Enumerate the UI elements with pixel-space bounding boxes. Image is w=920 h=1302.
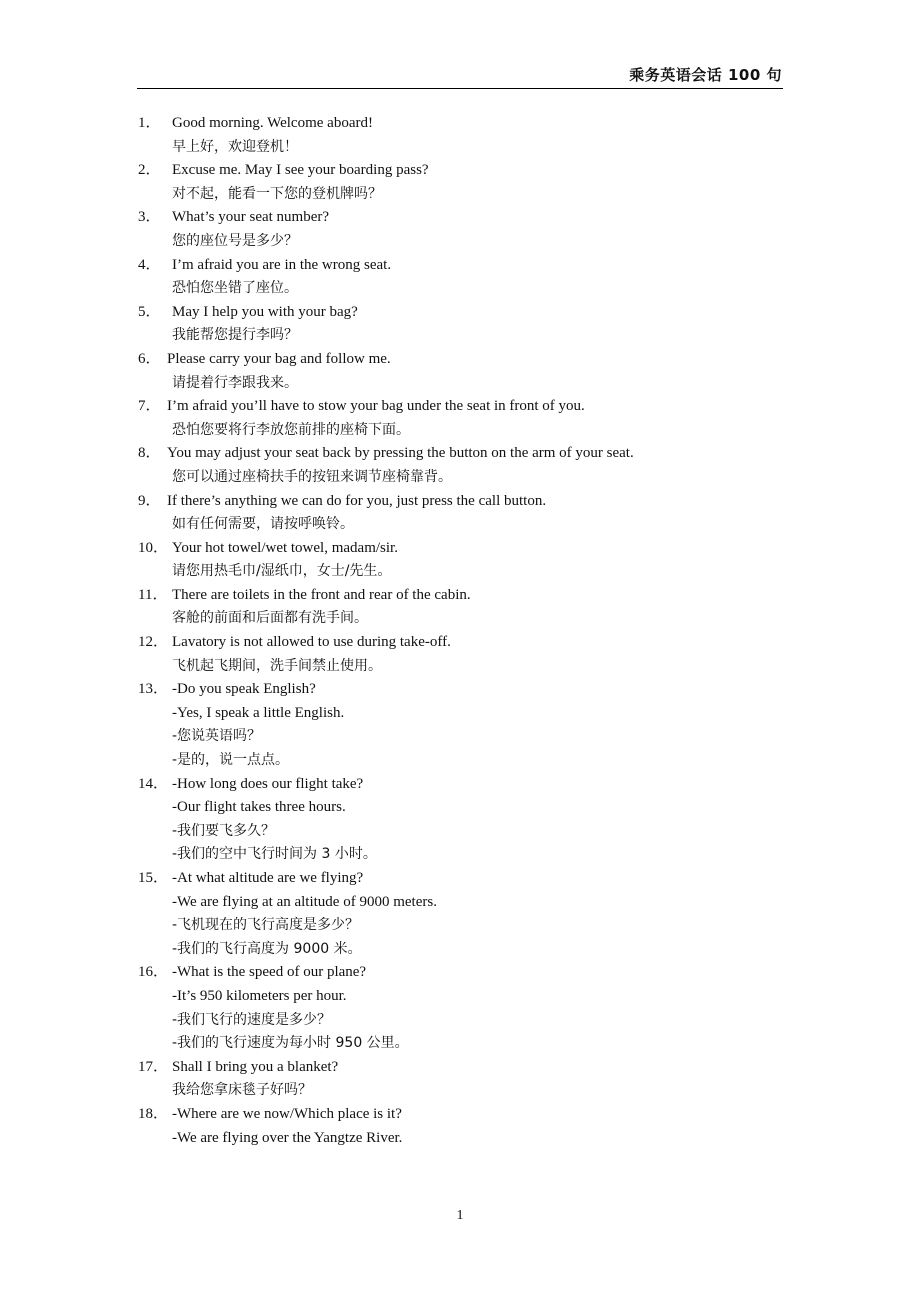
phrase-line-chinese: 我给您拿床毯子好吗？ [172, 1082, 312, 1099]
phrase-line-chinese: -我们要飞多久？ [172, 822, 276, 839]
phrase-item [138, 961, 788, 1055]
phrase-line-english: -Where are we now/Which place is it? [172, 1105, 402, 1122]
phrase-item [138, 678, 788, 772]
phrase-item [138, 206, 788, 253]
phrase-line-chinese: -我们的飞行高度为 9000 米。 [172, 940, 362, 957]
phrase-number: 12． [138, 634, 169, 651]
phrase-line-chinese: -飞机现在的飞行高度是多少？ [172, 917, 360, 934]
phrase-item [138, 1056, 788, 1103]
phrase-line-chinese: 请提着行李跟我来。 [172, 374, 298, 391]
phrase-line-chinese: 对不起，能看一下您的登机牌吗？ [172, 185, 382, 202]
phrase-item [138, 1103, 788, 1150]
phrase-line-chinese: 您的座位号是多少？ [172, 232, 298, 249]
phrase-line-chinese: -您说英语吗？ [172, 728, 262, 745]
phrase-number: 2． [138, 162, 161, 179]
phrase-line-english: Excuse me. May I see your boarding pass? [172, 162, 429, 179]
phrase-line-english: -We are flying at an altitude of 9000 meters. [172, 893, 437, 910]
phrase-number: 6． [138, 350, 161, 367]
phrase-line-chinese: 请您用热毛巾/湿纸巾，女士/先生。 [172, 563, 392, 580]
phrase-line-english: -Do you speak English? [172, 681, 316, 698]
phrase-item [138, 631, 788, 678]
phrase-line-english: -How long does our flight take? [172, 775, 364, 792]
phrase-line-english: -What is the speed of our plane? [172, 964, 367, 981]
phrase-line-chinese: 如有任何需要，请按呼唤铃。 [172, 516, 354, 533]
phrase-item [138, 584, 788, 631]
phrase-item [138, 254, 788, 301]
phrase-line-english: I’m afraid you are in the wrong seat. [172, 256, 392, 273]
phrase-line-english: Please carry your bag and follow me. [167, 350, 391, 367]
phrase-line-english: -It’s 950 kilometers per hour. [172, 987, 347, 1004]
phrase-number: 5． [138, 303, 161, 320]
phrase-line-chinese: 飞机起飞期间，洗手间禁止使用。 [172, 657, 382, 674]
phrase-number: 9． [138, 492, 161, 509]
phrase-line-chinese: 客舱的前面和后面都有洗手间。 [172, 610, 368, 627]
phrase-line-chinese: 您可以通过座椅扶手的按钮来调节座椅靠背。 [172, 468, 452, 485]
phrase-line-english: I’m afraid you’ll have to stow your bag under the seat in front of you. [167, 398, 585, 415]
phrase-line-chinese: 早上好，欢迎登机！ [172, 138, 298, 155]
phrase-number: 16． [138, 964, 169, 981]
page-number: 1 [456, 1208, 464, 1223]
phrase-line-chinese: 恐怕您要将行李放您前排的座椅下面。 [172, 421, 410, 438]
phrase-line-chinese: -是的，说一点点。 [172, 752, 290, 769]
phrase-line-chinese: 我能帮您提行李吗？ [172, 327, 298, 344]
phrase-line-english: -Our flight takes three hours. [172, 799, 346, 816]
phrase-line-english: If there’s anything we can do for you, just press the call button. [167, 492, 547, 509]
phrase-item [138, 112, 788, 159]
phrase-number: 10． [138, 539, 169, 556]
phrase-line-chinese: -我们的飞行速度为每小时 950 公里。 [172, 1035, 409, 1052]
phrase-line-chinese: -我们飞行的速度是多少？ [172, 1011, 332, 1028]
document-title: 乘务英语会话 100 句 [629, 66, 782, 84]
phrase-line-english: -We are flying over the Yangtze River. [172, 1129, 403, 1146]
phrase-line-english: What’s your seat number? [172, 209, 330, 226]
phrase-number: 11． [138, 586, 168, 603]
phrase-item [138, 773, 788, 867]
header-rule [137, 88, 783, 89]
phrase-number: 4． [138, 256, 161, 273]
phrase-line-chinese: -我们的空中飞行时间为 3 小时。 [172, 846, 377, 863]
phrase-item [138, 867, 788, 961]
phrase-number: 18． [138, 1105, 169, 1122]
phrase-item [138, 442, 788, 489]
phrase-list [138, 112, 788, 1150]
phrase-line-english: May I help you with your bag? [172, 303, 358, 320]
phrase-line-chinese: 恐怕您坐错了座位。 [172, 280, 298, 297]
phrase-number: 14． [138, 775, 169, 792]
phrase-item [138, 159, 788, 206]
phrase-line-english: Lavatory is not allowed to use during take-off. [172, 634, 451, 651]
phrase-line-english: Good morning. Welcome aboard! [172, 115, 373, 131]
phrase-item [138, 537, 788, 584]
phrase-number: 7． [138, 398, 161, 415]
phrase-line-english: Your hot towel/wet towel, madam/sir. [172, 539, 398, 556]
phrase-number: 1． [138, 115, 161, 131]
phrase-item [138, 395, 788, 442]
phrase-line-english: There are toilets in the front and rear of the cabin. [172, 586, 471, 603]
phrase-item [138, 348, 788, 395]
phrase-item [138, 301, 788, 348]
phrase-number: 15． [138, 870, 169, 886]
phrase-line-english: -At what altitude are we flying? [172, 870, 364, 886]
phrase-line-english: -Yes, I speak a little English. [172, 704, 345, 721]
phrase-item [138, 490, 788, 537]
phrase-line-english: You may adjust your seat back by pressing the button on the arm of your seat. [167, 445, 634, 462]
phrase-number: 17． [138, 1058, 169, 1075]
phrase-line-english: Shall I bring you a blanket? [172, 1058, 339, 1075]
phrase-number: 13． [138, 681, 169, 698]
phrase-number: 8． [138, 445, 161, 462]
phrase-number: 3． [138, 209, 161, 226]
